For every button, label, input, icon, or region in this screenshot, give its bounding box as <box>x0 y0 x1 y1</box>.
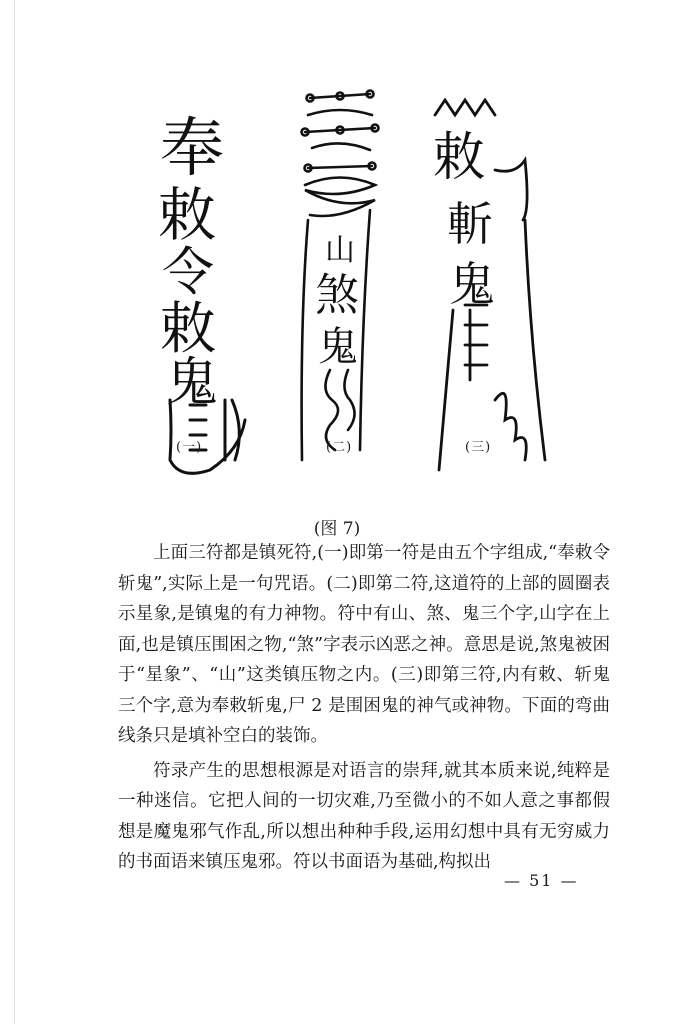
talisman-three <box>425 80 555 480</box>
figure-label-one: (一) <box>176 440 203 455</box>
talisman-two-char-2: 煞 <box>315 270 359 321</box>
talisman-three-drawing <box>425 80 555 480</box>
body-text <box>118 538 610 878</box>
page-number: — 51 — <box>504 871 579 890</box>
paragraph-2: 符录产生的思想根源是对语言的崇拜,就其本质来说,纯粹是一种迷信。它把人间的一切灾难,乃至微小的不如人意之事都假想是魔鬼邪气作乱,所以想出种种手段,运用幻想中具有无穷威力的书面语来镇压鬼邪。符以书面语为基础,构拟出 <box>118 760 610 872</box>
star-lines <box>305 94 375 168</box>
talisman-one-char-5: 鬼 <box>166 353 219 413</box>
paragraph-1: 上面三符都是镇死符,(一)即第一符是由五个字组成,“奉敕令斩鬼”,实际上是一句咒语。(二)即第二符,这道符的上部的圆圈表示星象,是镇鬼的有力神物。符中有山、煞、鬼三个字,山字在上面,也是镇压围困之物,“煞”字表示凶恶之神。意思是说,煞鬼被困于“星象”、“山”这类镇压物之内。(三)即第三符,内有敕、斩鬼三个字,意为奉敕斩鬼,尸 2 是围困鬼的神气或神物。下面的弯曲线条只是填补空白的装饰。 <box>118 543 610 746</box>
talisman-three-char-1: 敕 <box>433 128 486 188</box>
talisman-three-hook <box>495 160 527 220</box>
talisman-one-char-4: 敕 <box>160 297 216 362</box>
talisman-two <box>290 70 390 470</box>
talisman-two-wave-middle <box>305 178 375 217</box>
talisman-figure <box>150 70 570 510</box>
talisman-one-char-2: 敕 <box>158 181 217 249</box>
talisman-one <box>150 90 270 490</box>
figure-label-two: (二) <box>326 440 353 455</box>
talisman-three-char-3: 鬼 <box>449 257 495 311</box>
talisman-three-ladder <box>465 305 487 380</box>
talisman-two-char-1: 山 <box>325 233 355 268</box>
page-margin-line <box>14 0 15 1024</box>
talisman-two-drawing <box>290 70 390 470</box>
talisman-one-char-1: 奉 <box>160 112 224 186</box>
talisman-one-char-3: 令 <box>162 243 215 303</box>
talisman-three-zigzag <box>435 100 495 115</box>
talisman-three-char-2: 斬 <box>447 197 493 251</box>
talisman-three-curls <box>495 393 526 460</box>
figure-caption: (图 7) <box>313 519 361 539</box>
figure-label-three: (三) <box>465 440 492 455</box>
talisman-one-drawing <box>150 90 270 490</box>
talisman-two-char-3: 鬼 <box>318 324 358 370</box>
